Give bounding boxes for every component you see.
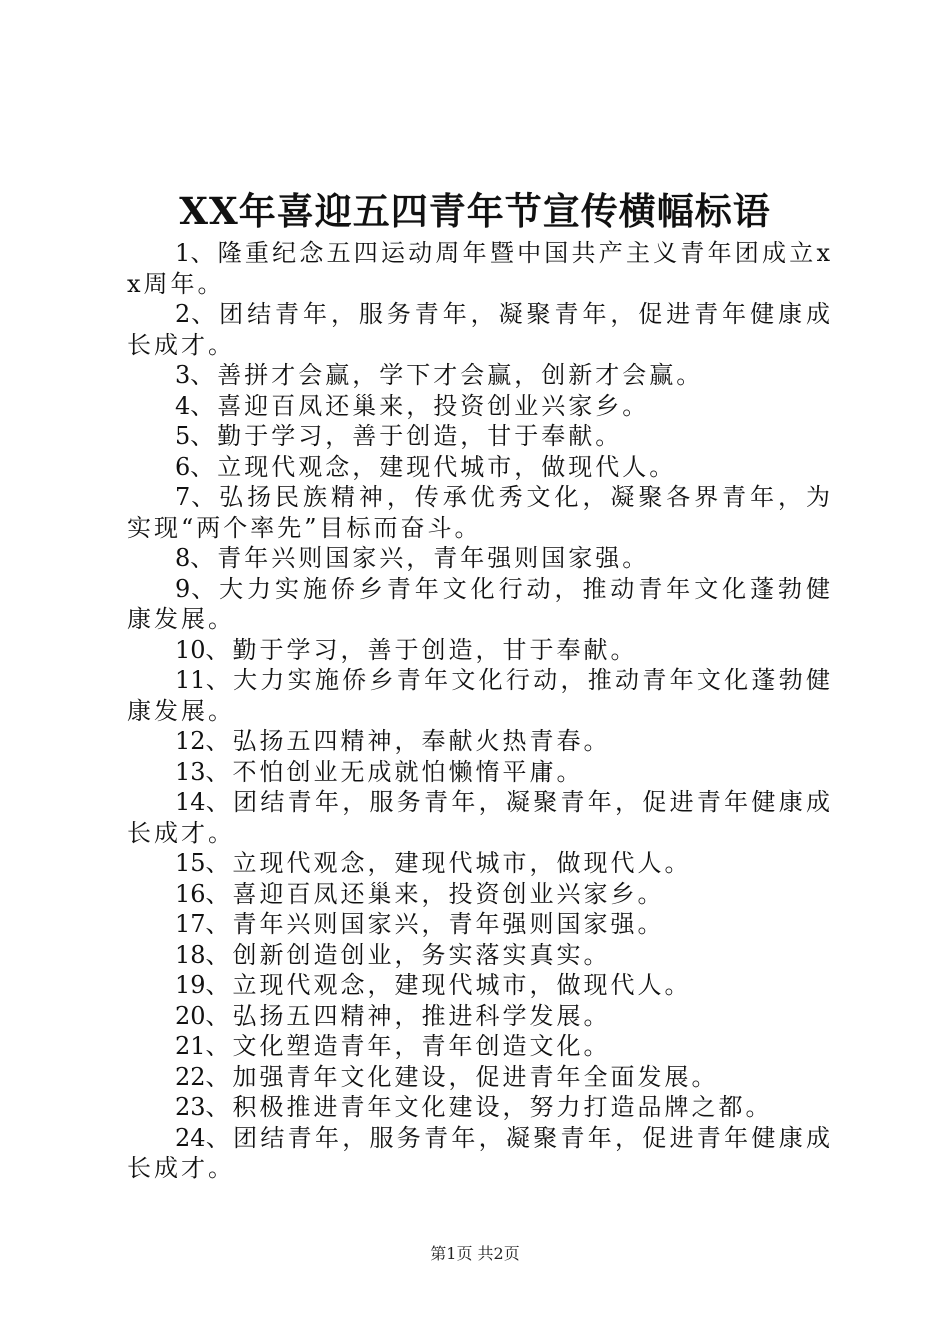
slogan-text: 、创新创造创业，务实落实真实。: [205, 940, 611, 969]
slogan-number: 13: [175, 757, 206, 786]
slogan-number: 3: [175, 361, 191, 389]
slogan-number: 18: [175, 940, 206, 969]
slogan-item: [127, 970, 833, 1001]
slogan-text: 、弘扬民族精神，传承优秀文化，凝聚各界青年，为实现“两个率先”目标而奋斗。: [127, 483, 833, 542]
slogan-text: 、积极推进青年文化建设，努力打造品牌之都。: [205, 1093, 773, 1121]
slogan-item: [127, 1001, 833, 1032]
slogan-number: 7: [175, 483, 191, 511]
slogan-text: 、喜迎百凤还巢来，投资创业兴家乡。: [190, 391, 650, 420]
slogan-text: 、勤于学习，善于创造，甘于奉献。: [190, 422, 623, 450]
slogan-text: 、团结青年，服务青年，凝聚青年，促进青年健康成长成才。: [127, 1123, 833, 1182]
slogan-item: [127, 1062, 833, 1093]
slogan-item: [127, 848, 833, 879]
slogan-item: [127, 391, 833, 422]
slogan-text: 、弘扬五四精神，推进科学发展。: [205, 1001, 611, 1030]
slogan-text: 、文化塑造青年，青年创造文化。: [205, 1032, 611, 1060]
slogan-item: [127, 1092, 833, 1123]
slogan-text: 、善拼才会赢，学下才会赢，创新才会赢。: [190, 361, 704, 389]
slogan-text: 、弘扬五四精神，奉献火热青春。: [205, 727, 611, 755]
slogan-text: 、青年兴则国家兴，青年强则国家强。: [190, 544, 650, 572]
slogan-item: [127, 1031, 833, 1062]
slogan-text: 、青年兴则国家兴，青年强则国家强。: [205, 910, 665, 938]
slogan-number: 19: [175, 971, 206, 999]
slogan-number: 1: [175, 239, 191, 267]
slogan-item: [127, 665, 833, 726]
slogan-item: [127, 299, 833, 360]
slogan-item: [127, 543, 833, 574]
slogan-item: [127, 1123, 833, 1184]
slogan-text: 、立现代观念，建现代城市，做现代人。: [205, 849, 692, 877]
slogan-item: [127, 879, 833, 910]
slogan-text: 、团结青年，服务青年，凝聚青年，促进青年健康成长成才。: [127, 788, 833, 847]
slogan-text: 、立现代观念，建现代城市，做现代人。: [205, 971, 692, 999]
slogan-item: [127, 635, 833, 666]
slogan-text: 、勤于学习，善于创造，甘于奉献。: [205, 635, 638, 664]
slogan-item: [127, 574, 833, 635]
slogan-number: 6: [175, 452, 191, 481]
slogan-item: [127, 909, 833, 940]
slogan-item: [127, 940, 833, 971]
slogan-number: 24: [175, 1123, 206, 1152]
slogan-item: [127, 421, 833, 452]
slogan-text: 、喜迎百凤还巢来，投资创业兴家乡。: [205, 879, 665, 908]
slogan-list: [127, 238, 833, 1184]
slogan-number: 10: [175, 635, 206, 664]
slogan-number: 15: [175, 849, 206, 877]
slogan-text: 、立现代观念，建现代城市，做现代人。: [190, 452, 677, 481]
slogan-number: 8: [175, 544, 191, 572]
slogan-number: 20: [175, 1001, 206, 1030]
slogan-text: 、加强青年文化建设，促进青年全面发展。: [205, 1062, 719, 1091]
page-indicator: 第1页 共2页: [430, 1244, 520, 1263]
slogan-item: [127, 482, 833, 543]
slogan-number: 2: [175, 300, 191, 328]
slogan-number: 22: [175, 1062, 206, 1091]
slogan-text: 、隆重纪念五四运动周年暨中国共产主义青年团成立xx周年。: [127, 239, 833, 298]
page-title: XX年喜迎五四青年节宣传横幅标语: [179, 189, 771, 233]
slogan-number: 12: [175, 727, 206, 755]
slogan-text: 、不怕创业无成就怕懒惰平庸。: [205, 757, 584, 786]
slogan-number: 14: [175, 788, 206, 816]
slogan-number: 4: [175, 391, 191, 420]
slogan-number: 17: [175, 910, 206, 938]
slogan-number: 16: [175, 879, 206, 908]
slogan-item: [127, 726, 833, 757]
slogan-number: 23: [175, 1093, 206, 1121]
slogan-number: 5: [175, 422, 191, 450]
slogan-item: [127, 757, 833, 788]
slogan-text: 、团结青年，服务青年，凝聚青年，促进青年健康成长成才。: [127, 300, 833, 359]
slogan-text: 、大力实施侨乡青年文化行动，推动青年文化蓬勃健康发展。: [127, 666, 833, 725]
slogan-number: 11: [175, 666, 206, 694]
slogan-text: 、大力实施侨乡青年文化行动，推动青年文化蓬勃健康发展。: [127, 574, 833, 633]
slogan-item: [127, 452, 833, 483]
slogan-number: 21: [175, 1032, 206, 1060]
slogan-item: [127, 787, 833, 848]
slogan-number: 9: [175, 574, 191, 603]
slogan-item: [127, 238, 833, 299]
slogan-item: [127, 360, 833, 391]
